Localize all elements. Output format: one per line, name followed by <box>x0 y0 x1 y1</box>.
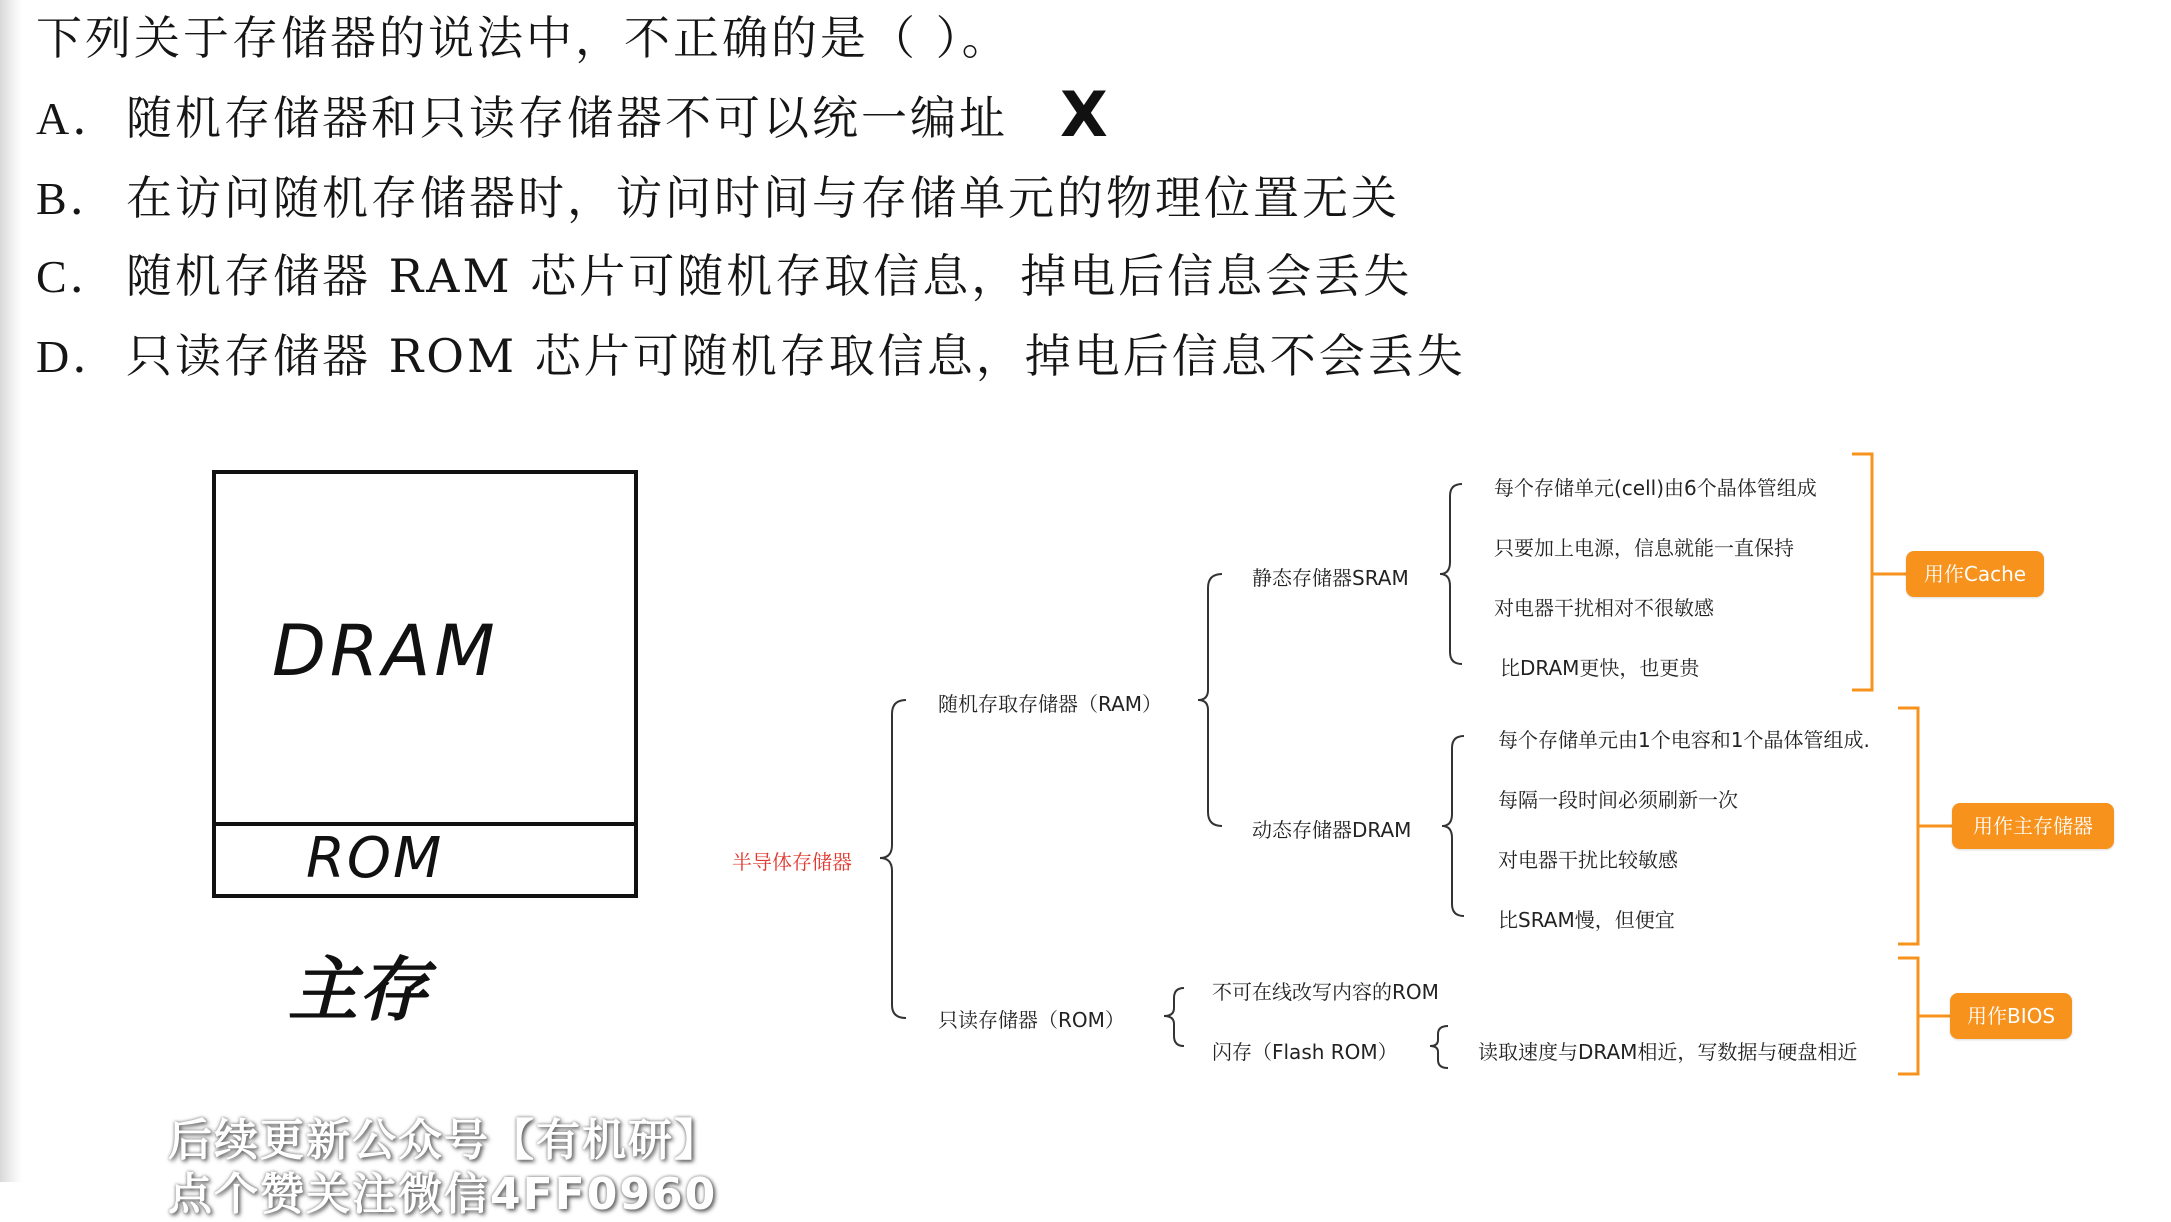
sketch-caption: 主存 <box>288 949 428 1031</box>
dram-brace <box>1442 736 1464 916</box>
sketch-dram-label: DRAM <box>272 610 499 692</box>
mindmap-ram: 随机存取存储器（RAM） <box>938 692 1163 716</box>
flash-detail: 读取速度与DRAM相近，写数据与硬盘相近 <box>1478 1040 1858 1064</box>
sketch-rom-label: ROM <box>306 826 444 891</box>
rom-item-2: 闪存（Flash ROM） <box>1212 1040 1398 1064</box>
cache-bracket <box>1852 454 1872 690</box>
handwritten-x-mark: X <box>1060 78 1108 151</box>
question-title: 下列关于存储器的说法中，不正确的是（ ）。 <box>36 11 1011 65</box>
main-bracket <box>1898 708 1918 944</box>
tag-bios: 用作BIOS <box>1950 993 2072 1039</box>
rom-item-1: 不可在线改写内容的ROM <box>1212 980 1439 1004</box>
sram-item-4: 比DRAM更快，也更贵 <box>1500 656 1700 680</box>
option-b-text: 在访问随机存储器时，访问时间与存储单元的物理位置无关 <box>126 171 1400 225</box>
tag-main-memory: 用作主存储器 <box>1952 803 2114 849</box>
option-b-label: B． <box>36 173 119 224</box>
dram-item-4: 比SRAM慢，但便宜 <box>1498 908 1675 932</box>
watermark-line-2: 点个赞关注微信4FF0960 <box>168 1169 718 1220</box>
mindmap-rom: 只读存储器（ROM） <box>938 1008 1125 1032</box>
sram-item-3: 对电器干扰相对不很敏感 <box>1494 596 1714 620</box>
bios-bracket <box>1898 958 1918 1074</box>
dram-item-2: 每隔一段时间必须刷新一次 <box>1498 788 1738 812</box>
mindmap-sram: 静态存储器SRAM <box>1252 566 1409 590</box>
sram-item-1: 每个存储单元(cell)由6个晶体管组成 <box>1494 476 1817 500</box>
ram-brace <box>1198 574 1222 826</box>
flash-brace <box>1430 1026 1448 1068</box>
option-c-label: C． <box>36 251 119 302</box>
dram-item-1: 每个存储单元由1个电容和1个晶体管组成. <box>1498 728 1870 752</box>
option-c-text: 随机存储器 RAM 芯片可随机存取信息，掉电后信息会丢失 <box>126 249 1413 303</box>
mindmap-root: 半导体存储器 <box>732 850 852 874</box>
sram-item-2: 只要加上电源，信息就能一直保持 <box>1494 536 1794 560</box>
mindmap-dram: 动态存储器DRAM <box>1252 818 1412 842</box>
tag-cache: 用作Cache <box>1906 551 2044 597</box>
rom-brace <box>1164 988 1184 1046</box>
dram-item-3: 对电器干扰比较敏感 <box>1498 848 1678 872</box>
option-d-text: 只读存储器 ROM 芯片可随机存取信息，掉电后信息不会丢失 <box>126 329 1466 383</box>
option-a-label: A． <box>36 93 122 144</box>
watermark-line-1: 后续更新公众号【有机研】 <box>168 1115 720 1166</box>
sram-brace <box>1440 484 1462 664</box>
root-brace <box>880 700 906 1018</box>
option-a-text: 随机存储器和只读存储器不可以统一编址 <box>126 91 1008 145</box>
option-d-label: D． <box>36 331 122 382</box>
